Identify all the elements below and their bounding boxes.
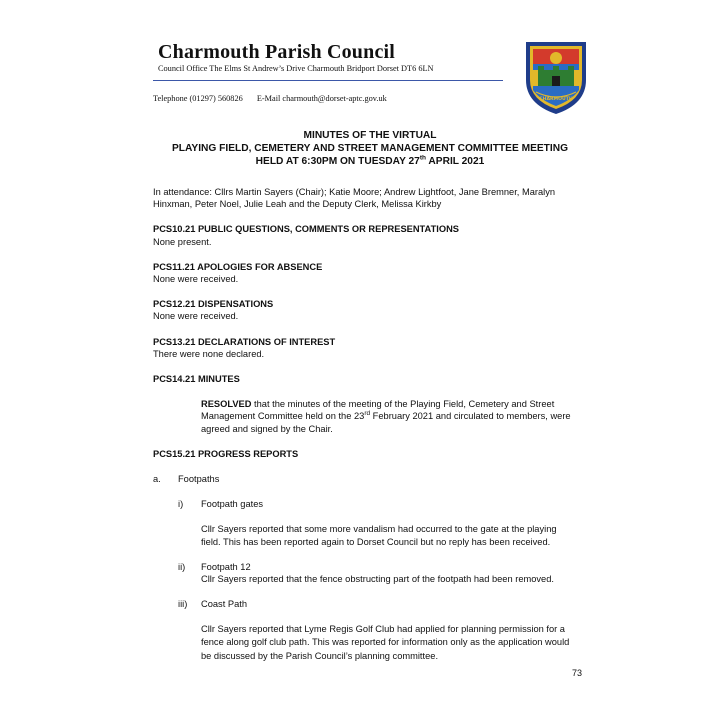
pcs12-heading: PCS12.21 DISPENSATIONS bbox=[153, 299, 274, 309]
pcs15-heading: PCS15.21 PROGRESS REPORTS bbox=[153, 449, 299, 459]
sub-iii-marker: iii) bbox=[178, 599, 188, 609]
sub-i-line-2: field. This has been reported again to Dorset Council but no reply has been received. bbox=[201, 537, 551, 547]
council-name: Charmouth Parish Council bbox=[158, 41, 396, 63]
telephone: Telephone (01297) 560826 bbox=[153, 94, 243, 103]
pcs10-heading: PCS10.21 PUBLIC QUESTIONS, COMMENTS OR REPRESENTATIONS bbox=[153, 224, 459, 234]
pcs13-body: There were none declared. bbox=[153, 349, 265, 359]
sub-iii-line-2: fence along golf club path. This was reported for information only as the application would bbox=[201, 637, 570, 647]
item-a-label: Footpaths bbox=[178, 474, 220, 484]
page-number: 73 bbox=[572, 668, 583, 678]
header-rule bbox=[153, 80, 503, 81]
sub-iii-line-1: Cllr Sayers reported that Lyme Regis Golf Club had applied for planning permission for a bbox=[201, 624, 565, 634]
attendance-line-1: In attendance: Cllrs Martin Sayers (Chair); Katie Moore; Andrew Lightfoot, Jane Bremner, Maralyn bbox=[153, 187, 556, 197]
crest-text: CHARMOUTH bbox=[539, 97, 573, 102]
sub-i-marker: i) bbox=[178, 499, 184, 509]
title-line-1: MINUTES OF THE VIRTUAL bbox=[303, 130, 437, 141]
council-address: Council Office The Elms St Andrew’s Drive Charmouth Bridport Dorset DT6 6LN bbox=[158, 64, 434, 73]
title-line-2: PLAYING FIELD, CEMETERY AND STREET MANAGEMENT COMMITTEE MEETING bbox=[171, 143, 568, 154]
pcs10-body: None present. bbox=[153, 237, 212, 247]
email-address[interactable]: charmouth@dorset-aptc.gov.uk bbox=[282, 94, 387, 103]
attendance-line-2: Hinxman, Peter Noel, Julie Leah and the Deputy Clerk, Melissa Kirkby bbox=[153, 199, 442, 209]
pcs14-resolution-line-3: agreed and signed by the Chair. bbox=[201, 424, 333, 434]
sub-ii-title: Footpath 12 bbox=[201, 562, 251, 572]
pcs12-body: None were received. bbox=[153, 311, 239, 321]
pcs14-heading: PCS14.21 MINUTES bbox=[153, 374, 240, 384]
sub-i-line-1: Cllr Sayers reported that some more vandalism had occurred to the gate at the playing bbox=[201, 524, 557, 534]
sub-ii-marker: ii) bbox=[178, 562, 186, 572]
sub-iii-line-3: be discussed by the Parish Council’s planning committee. bbox=[201, 651, 439, 661]
minutes-title bbox=[140, 129, 600, 168]
sub-iii-title: Coast Path bbox=[201, 599, 247, 609]
sub-ii-line-1: Cllr Sayers reported that the fence obstructing part of the footpath had been removed. bbox=[201, 574, 554, 584]
item-a-marker: a. bbox=[153, 474, 161, 484]
contact-line bbox=[153, 94, 387, 103]
pcs14-resolution-line-1: RESOLVED that the minutes of the meeting of the Playing Field, Cemetery and Street bbox=[201, 399, 555, 409]
sub-i-title: Footpath gates bbox=[201, 499, 264, 509]
council-crest-logo bbox=[522, 36, 590, 116]
title-line-3: HELD AT 6:30PM ON TUESDAY 27th APRIL 2021 bbox=[255, 154, 485, 167]
pcs13-heading: PCS13.21 DECLARATIONS OF INTEREST bbox=[153, 337, 336, 347]
pcs11-heading: PCS11.21 APOLOGIES FOR ABSENCE bbox=[153, 262, 323, 272]
pcs14-resolution-line-2: Management Committee held on the 23rd February 2021 and circulated to members, were bbox=[201, 409, 571, 421]
email-label: E-Mail bbox=[256, 94, 281, 103]
pcs11-body: None were received. bbox=[153, 274, 239, 284]
